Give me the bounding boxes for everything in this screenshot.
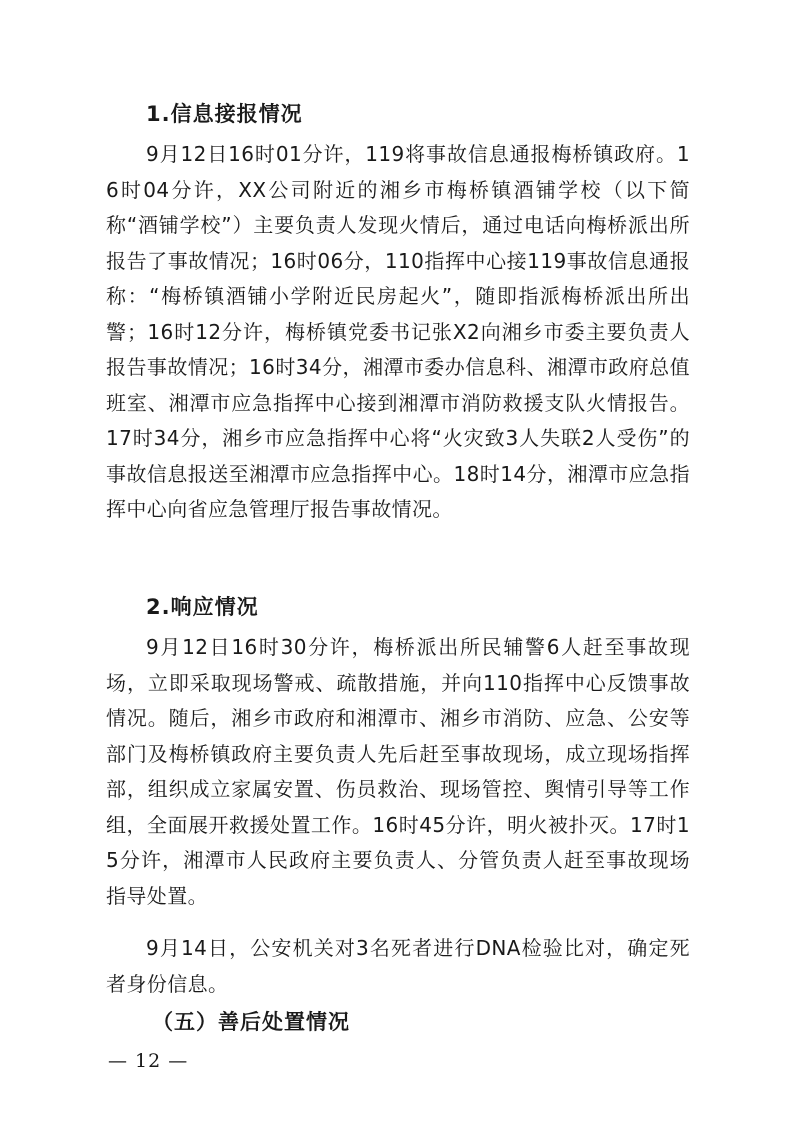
section-heading-aftermath: （五）善后处置情况 (152, 1009, 350, 1034)
paragraph-dna-identification: 9月14日，公安机关对3名死者进行DNA检验比对，确定死者身份信息。 (106, 936, 690, 996)
paragraph-response: 9月12日16时30分许，梅桥派出所民辅警6人赶至事故现场，立即采取现场警戒、疏散措施，并向110指挥中心反馈事故情况。随后，湘乡市政府和湘潭市、湘乡市消防、应急、公安等部门及梅桥镇政府主要负责人先后赶至事故现场，成立现场指挥部，组织成立家属安置、伤员救治、现场管控、舆情引导等工作组，全面展开救援处置工作。16时45分许，明火被扑灭。17时15分许，湘潭市人民政府主要负责人、分管负责人赶至事故现场指导处置。 (106, 635, 690, 908)
page-number: — 12 — (108, 1050, 189, 1072)
section-heading-response: 2.响应情况 (146, 595, 259, 619)
section-heading-info-report: 1.信息接报情况 (146, 102, 303, 126)
paragraph-info-report: 9月12日16时01分许，119将事故信息通报梅桥镇政府。16时04分许，XX公司附近的湘乡市梅桥镇酒铺学校（以下简称“酒铺学校”）主要负责人发现火情后，通过电话向梅桥派出所报告了事故情况；16时06分，110指挥中心接119事故信息通报称：“梅桥镇酒铺小学附近民房起火”，随即指派梅桥派出所出警；16时12分许，梅桥镇党委书记张X2向湘乡市委主要负责人报告事故情况；16时34分，湘潭市委办信息科、湘潭市政府总值班室、湘潭市应急指挥中心接到湘潭市消防救援支队火情报告。17时34分，湘乡市应急指挥中心将“火灾致3人失联2人受伤”的事故信息报送至湘潭市应急指挥中心。18时14分，湘潭市应急指挥中心向省应急管理厅报告事故情况。 (106, 142, 690, 521)
